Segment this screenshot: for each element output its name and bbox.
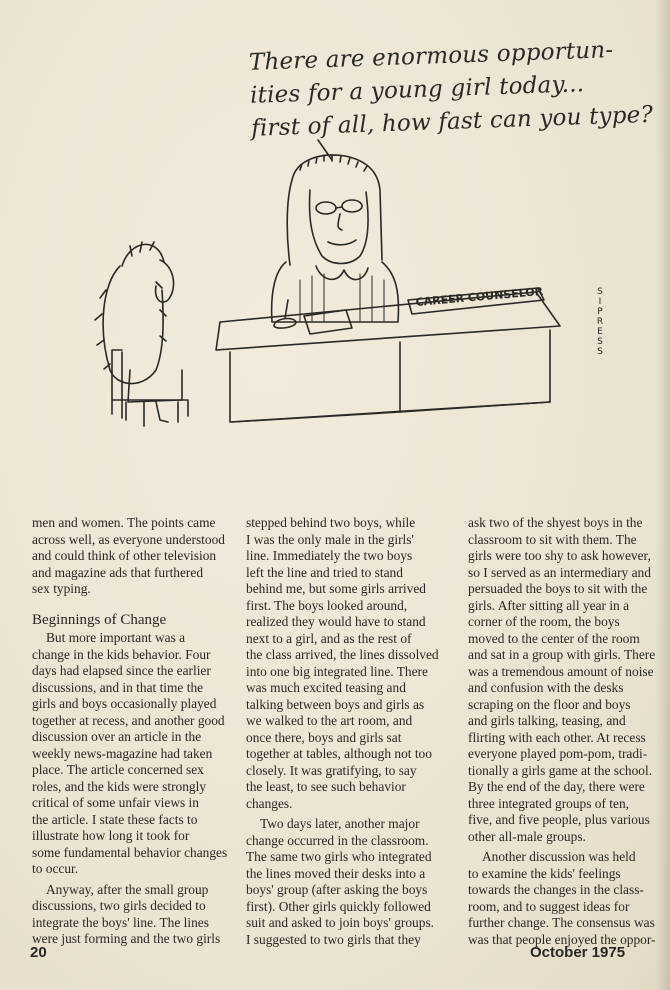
cartoon-caption <box>248 33 654 146</box>
column-2 <box>246 515 451 948</box>
girl-hair <box>95 244 166 383</box>
counselor-body <box>272 262 399 322</box>
girl-body <box>128 370 182 402</box>
desk-front <box>230 330 550 422</box>
article-body <box>32 515 657 947</box>
caption-line: ities for a young girl today... <box>249 71 585 109</box>
pen-holder <box>274 300 296 328</box>
paragraph: men and women. The points came across well, as everyone understood and could think of other television and magazine ads that furthered sex typing. <box>32 515 225 596</box>
glasses-left-lens <box>316 202 336 214</box>
paragraph: stepped behind two boys, while I was the only male in the girls' line. Immediately the two boys left the line and tried to stand behind me, but some girls arrived first. The boys looked around, realized they would have to stand next to a girl, and as the rest of the class arrived, the lines dissolved into one big integrated line. There was much excited teasing and talking between boys and girls as we walked to the art room, and once there, boys and girls sat together at tables, although not too closely. It was gratifying, to say the least, to see such behavior changes. <box>246 515 439 811</box>
page-number: 20 <box>30 944 47 961</box>
girl-legs <box>144 402 168 426</box>
girl-face <box>156 260 174 302</box>
paragraph: Anyway, after the small group discussions, two girls decided to integrate the boys' line. The lines were just forming and the two girls <box>32 881 221 946</box>
caption-line: There are enormous opportun- <box>248 37 614 76</box>
chair <box>112 350 188 422</box>
column-3 <box>468 515 670 948</box>
issue-date: October 1975 <box>530 944 626 961</box>
paragraph: But more important was a change in the kids behavior. Four days had elapsed since the earlier discussions, and in that time the girls and boys occasionally played together at recess, and another good discussion over an article in the weekly news-magazine had taken place. The article concerned sex roles, and the kids were strongly critical of some unfair views in the article. I state these facts to illustrate how long it took for some fundamental behavior changes to occur. <box>32 630 228 876</box>
artist-signature: S I P R E S S <box>596 287 604 357</box>
paragraph: ask two of the shyest boys in the classroom to sit with them. The girls were too shy to ask however, so I served as an intermediary and persuaded the boys to sit with the girls. After sitting all year in a corner of the room, the boys moved to the center of the room and sat in a group with girls. There was a tremendous amount of noise and confusion with the desks scraping on the floor and boys and girls talking, teasing, and flirting with each other. At recess everyone played pom-pom, tradi- tionally a girls game at the school. By the end of the day, there were three integrated groups of ten, five, and five people, plus various other all-male groups. <box>468 515 656 844</box>
page-edge-shadow <box>656 0 670 990</box>
caption-line: first of all, how fast can you type? <box>250 101 654 142</box>
glasses-right-lens <box>342 200 362 212</box>
paragraph: Another discussion was held to examine the kids' feelings towards the changes in the class- room, and to suggest ideas for further change. The consensus was was that people enjoyed the oppor- <box>468 849 656 947</box>
sign-text: CAREER COUNSELOR <box>415 284 544 309</box>
section-heading: Beginnings of Change <box>32 611 167 628</box>
column-1 <box>32 515 237 948</box>
paragraph: Two days later, another major change occurred in the classroom. The same two girls who integrated the lines moved their desks into a boys' group (after asking the boys first). Other girls quickly followed suit and asked to join boys' groups. I suggested to two girls that they <box>246 816 435 947</box>
